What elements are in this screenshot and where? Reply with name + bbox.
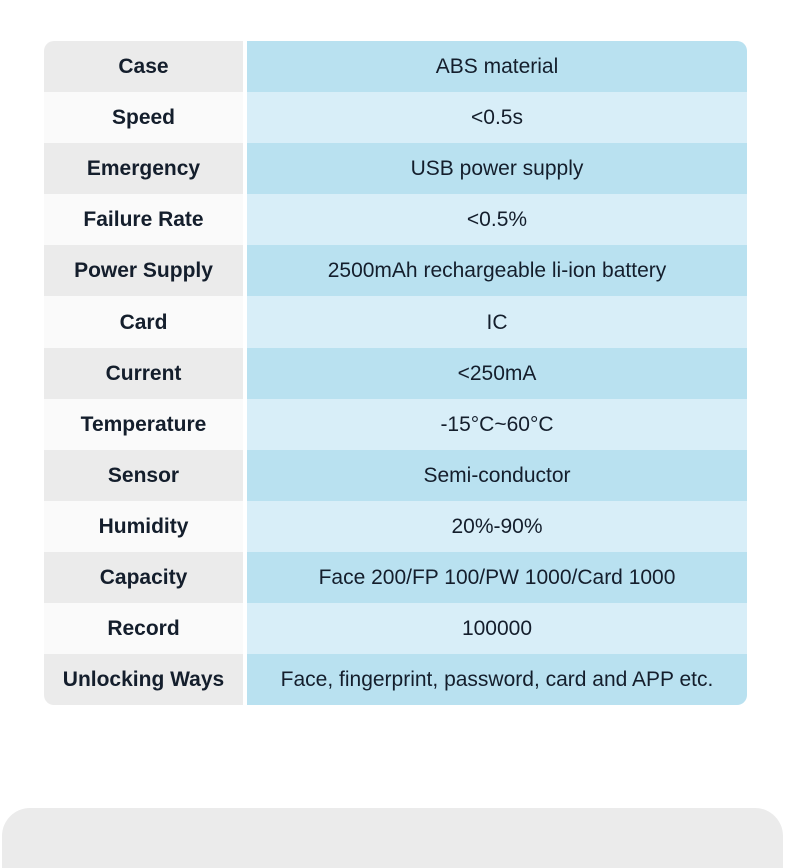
spec-label: Humidity xyxy=(44,501,243,552)
spec-label: Temperature xyxy=(44,399,243,450)
table-row xyxy=(44,348,747,399)
spec-value: <0.5% xyxy=(247,194,747,245)
table-row xyxy=(44,399,747,450)
table-row xyxy=(44,296,747,347)
spec-value: USB power supply xyxy=(247,143,747,194)
spec-label: Card xyxy=(44,296,243,347)
spec-value: 20%-90% xyxy=(247,501,747,552)
table-row xyxy=(44,41,747,92)
table-row xyxy=(44,501,747,552)
spec-value: 100000 xyxy=(247,603,747,654)
spec-table xyxy=(44,41,747,705)
spec-label: Current xyxy=(44,348,243,399)
spec-label: Capacity xyxy=(44,552,243,603)
spec-label: Record xyxy=(44,603,243,654)
table-row xyxy=(44,143,747,194)
table-row xyxy=(44,194,747,245)
bottom-panel xyxy=(2,808,783,868)
table-row xyxy=(44,450,747,501)
spec-value: Semi-conductor xyxy=(247,450,747,501)
spec-value: Face, fingerprint, password, card and APP etc. xyxy=(247,654,747,705)
table-row xyxy=(44,552,747,603)
spec-label: Sensor xyxy=(44,450,243,501)
spec-label: Speed xyxy=(44,92,243,143)
spec-value: ABS material xyxy=(247,41,747,92)
table-row xyxy=(44,92,747,143)
table-row xyxy=(44,245,747,296)
spec-label: Unlocking Ways xyxy=(44,654,243,705)
spec-label: Power Supply xyxy=(44,245,243,296)
spec-label: Failure Rate xyxy=(44,194,243,245)
table-row xyxy=(44,654,747,705)
spec-label: Case xyxy=(44,41,243,92)
spec-label: Emergency xyxy=(44,143,243,194)
spec-value: <0.5s xyxy=(247,92,747,143)
spec-value: Face 200/FP 100/PW 1000/Card 1000 xyxy=(247,552,747,603)
table-row xyxy=(44,603,747,654)
spec-value: IC xyxy=(247,296,747,347)
spec-value: <250mA xyxy=(247,348,747,399)
spec-value: 2500mAh rechargeable li-ion battery xyxy=(247,245,747,296)
spec-value: -15°C~60°C xyxy=(247,399,747,450)
